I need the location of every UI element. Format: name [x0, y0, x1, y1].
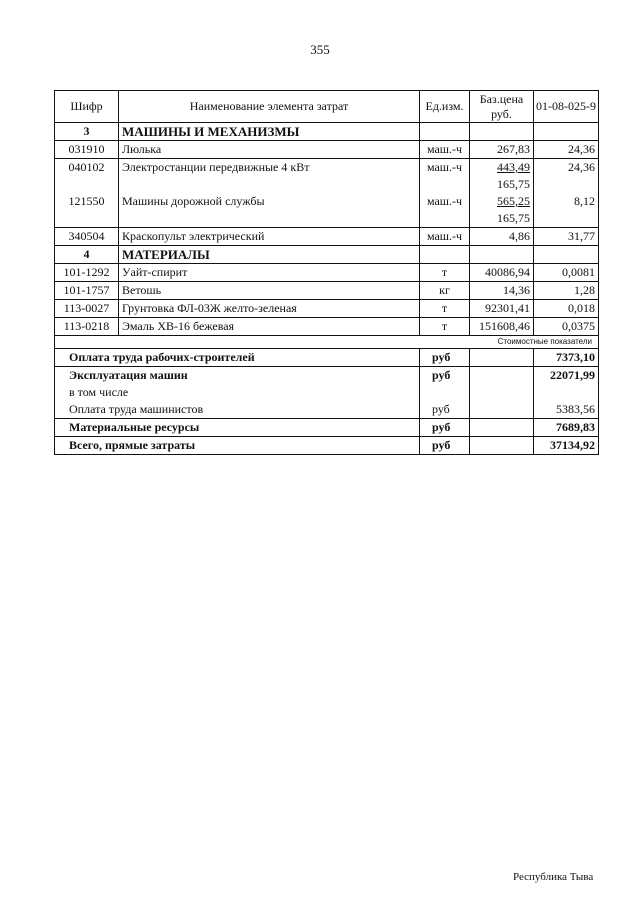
table-row: [55, 264, 599, 282]
row-code: 121550: [55, 193, 119, 210]
section-title: МАТЕРИАЛЫ: [119, 246, 420, 264]
header-price: Баз.цена руб.: [470, 91, 534, 123]
summary-name: Эксплуатация машин: [55, 367, 420, 385]
row-norm: 0,0081: [534, 264, 599, 282]
cost-table: [54, 90, 599, 455]
summary-unit: руб: [420, 437, 470, 455]
row-unit: кг: [420, 282, 470, 300]
section-number: 4: [55, 246, 119, 264]
summary-value: 22071,99: [534, 367, 599, 385]
summary-row: [55, 401, 599, 419]
summary-row: [55, 367, 599, 385]
row-norm: 24,36: [534, 141, 599, 159]
table-row: [55, 228, 599, 246]
table-row: [55, 193, 599, 210]
table-row: [55, 300, 599, 318]
row-price-secondary: 165,75: [470, 176, 534, 193]
summary-row: [55, 349, 599, 367]
header-code: Шифр: [55, 91, 119, 123]
row-name: Люлька: [119, 141, 420, 159]
row-code: 101-1757: [55, 282, 119, 300]
summary-name: Оплата труда рабочих-строителей: [55, 349, 420, 367]
row-name: Ветошь: [119, 282, 420, 300]
row-name: Эмаль ХВ-16 бежевая: [119, 318, 420, 336]
section-row: [55, 123, 599, 141]
table-row-continuation: [55, 176, 599, 193]
summary-unit: руб: [420, 419, 470, 437]
row-price: 4,86: [470, 228, 534, 246]
header-norm: 01-08-025-9: [534, 91, 599, 123]
section-row: [55, 246, 599, 264]
summary-unit: руб: [420, 401, 470, 419]
row-unit: маш.-ч: [420, 159, 470, 177]
row-code: 340504: [55, 228, 119, 246]
row-price: 14,36: [470, 282, 534, 300]
summary-name: в том числе: [55, 384, 420, 401]
summary-name: Всего, прямые затраты: [55, 437, 420, 455]
row-norm: 31,77: [534, 228, 599, 246]
table-row: [55, 159, 599, 177]
section-number: 3: [55, 123, 119, 141]
row-unit: маш.-ч: [420, 141, 470, 159]
table-header-row: [55, 91, 599, 123]
summary-unit: руб: [420, 349, 470, 367]
row-price: 92301,41: [470, 300, 534, 318]
row-code: 113-0027: [55, 300, 119, 318]
row-norm: 0,018: [534, 300, 599, 318]
table-row-continuation: [55, 210, 599, 228]
row-unit: маш.-ч: [420, 228, 470, 246]
row-norm: 1,28: [534, 282, 599, 300]
footer-region: Республика Тыва: [513, 871, 594, 883]
summary-name: Материальные ресурсы: [55, 419, 420, 437]
header-name: Наименование элемента затрат: [119, 91, 420, 123]
row-unit: т: [420, 300, 470, 318]
section-title: МАШИНЫ И МЕХАНИЗМЫ: [119, 123, 420, 141]
page-number: 355: [310, 42, 330, 57]
table-row: [55, 141, 599, 159]
summary-subheader: Стоимостные показатели: [55, 336, 599, 349]
summary-row: [55, 384, 599, 401]
table-row: [55, 318, 599, 336]
row-price-secondary: 165,75: [470, 210, 534, 228]
row-unit: т: [420, 264, 470, 282]
row-code: 031910: [55, 141, 119, 159]
row-unit: т: [420, 318, 470, 336]
row-price: 151608,46: [470, 318, 534, 336]
row-name: Машины дорожной службы: [119, 193, 420, 210]
summary-name: Оплата труда машинистов: [55, 401, 420, 419]
header-unit: Ед.изм.: [420, 91, 470, 123]
row-norm: 0,0375: [534, 318, 599, 336]
summary-subheader-row: [55, 336, 599, 349]
summary-row: [55, 419, 599, 437]
table-row: [55, 282, 599, 300]
row-norm: 24,36: [534, 159, 599, 177]
row-name: Краскопульт электрический: [119, 228, 420, 246]
row-code: 040102: [55, 159, 119, 177]
summary-value: 37134,92: [534, 437, 599, 455]
summary-value: 5383,56: [534, 401, 599, 419]
summary-value: 7373,10: [534, 349, 599, 367]
row-code: 101-1292: [55, 264, 119, 282]
row-price: 40086,94: [470, 264, 534, 282]
row-unit: маш.-ч: [420, 193, 470, 210]
summary-row: [55, 437, 599, 455]
summary-unit: руб: [420, 367, 470, 385]
row-name: Электростанции передвижные 4 кВт: [119, 159, 420, 177]
row-price: 443,49: [470, 159, 534, 177]
row-price: 565,25: [470, 193, 534, 210]
summary-value: 7689,83: [534, 419, 599, 437]
row-code: 113-0218: [55, 318, 119, 336]
row-name: Грунтовка ФЛ-03Ж желто-зеленая: [119, 300, 420, 318]
row-norm: 8,12: [534, 193, 599, 210]
row-name: Уайт-спирит: [119, 264, 420, 282]
row-price: 267,83: [470, 141, 534, 159]
